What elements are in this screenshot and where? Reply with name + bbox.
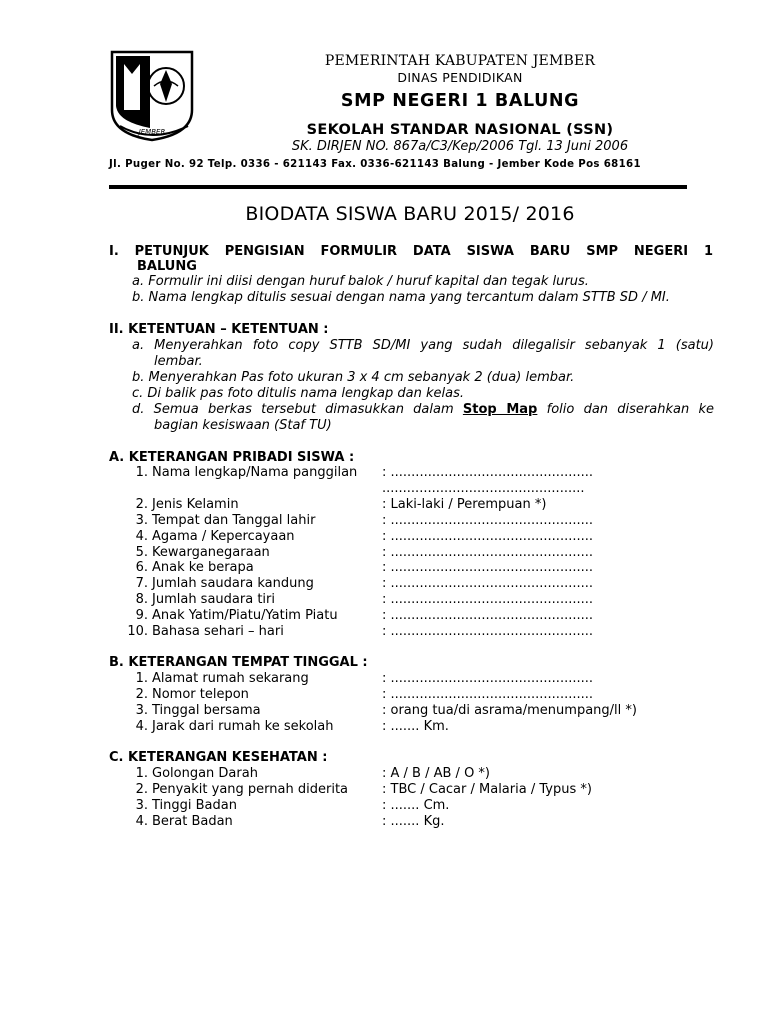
section1-heading-cont: BALUNG [137,259,197,274]
form-field-label [120,592,360,607]
field-number: 2. [135,686,148,702]
field-label-text: Agama / Kepercayaan [152,528,295,544]
field-label-text: Jumlah saudara tiri [152,592,275,608]
field-number: 8. [135,592,148,608]
section2-item-c: c. Di balik pas foto ditulis nama lengkap dan kelas. [132,386,464,401]
form-field-value[interactable]: ................................................. [382,480,585,496]
form-field-label [120,560,360,575]
school-address: Jl. Puger No. 92 Telp. 0336 - 621143 Fax. 0336-621143 Balung - Jember Kode Pos 68161 [109,159,641,170]
field-label-text: Penyakit yang pernah diderita [152,781,349,797]
form-field-label [120,465,360,480]
government-name: PEMERINTAH KABUPATEN JEMBER [324,53,596,69]
field-label-text: Tinggal bersama [152,702,261,718]
form-field-value[interactable]: : A / B / AB / O *) [382,766,491,781]
field-number: 9. [135,608,148,624]
form-field-value[interactable]: : ................................................. [382,560,593,576]
section2-item-d [132,402,714,417]
field-number: 7. [135,576,148,592]
field-number: 5. [135,544,148,560]
section2-item-a: a. Menyerahkan foto copy STTB SD/MI yang sudah dilegalisir sebanyak 1 (satu) [132,338,714,353]
form-field-label [120,513,360,528]
form-field-value[interactable]: : ................................................. [382,465,593,480]
stop-map-text: Stop Map [462,402,538,417]
field-label-text: Jumlah saudara kandung [152,576,314,592]
section1-heading: I. PETUNJUK PENGISIAN FORMULIR DATA SISWA BARU SMP NEGERI 1 [109,244,713,259]
form-field-label [120,814,360,829]
form-field-value[interactable]: : ................................................. [382,608,593,624]
form-field-value[interactable]: : ................................................. [382,624,593,639]
section2-item-d-post: folio dan diserahkan ke [546,402,714,417]
field-label-text: Berat Badan [152,813,233,829]
section2-item-d-cont: bagian kesiswaan (Staf TU) [154,418,332,433]
sectionA-heading: A. KETERANGAN PRIBADI SISWA : [109,450,355,465]
form-field-value[interactable]: : ................................................. [382,544,593,560]
form-field-label [120,545,360,560]
decree-number: SK. DIRJEN NO. 867a/C3/Kep/2006 Tgl. 13 Juni 2006 [291,139,629,154]
school-status: SEKOLAH STANDAR NASIONAL (SSN) [306,122,614,138]
section1-item-b: b. Nama lengkap ditulis sesuai dengan nama yang tercantum dalam STTB SD / MI. [132,290,670,305]
form-field-label [120,782,360,797]
form-field-label [120,497,360,512]
field-label-text: Alamat rumah sekarang [152,671,309,686]
field-label-text: Anak ke berapa [152,560,254,576]
field-number: 10. [127,624,148,639]
field-label-text: Jarak dari rumah ke sekolah [152,718,334,734]
field-label-text: Kewarganegaraan [152,544,270,560]
form-field-label [120,481,360,496]
field-label-text: Nomor telepon [152,686,249,702]
form-field-label [120,703,360,718]
form-field-label [120,608,360,623]
form-field-label [120,766,360,781]
form-field-value[interactable]: : ....... Kg. [382,813,445,829]
field-number: 2. [135,496,148,512]
department-name: DINAS PENDIDIKAN [397,70,523,85]
field-number: 1. [135,465,148,480]
field-label-text: Anak Yatim/Piatu/Yatim Piatu [152,608,338,624]
field-label-text: Tinggi Badan [152,797,237,813]
jember-regency-logo [110,50,194,142]
field-number: 1. [135,766,148,781]
form-field-value[interactable]: : ................................................. [382,512,593,528]
section2-item-d-pre: d. Semua berkas tersebut dimasukkan dalam [132,402,454,417]
field-label-text: Tempat dan Tanggal lahir [152,512,316,528]
sectionC-heading: C. KETERANGAN KESEHATAN : [109,750,328,765]
section2-item-a-cont: lembar. [154,354,203,369]
form-field-label [120,687,360,702]
field-label-text: Nama lengkap/Nama panggilan [152,465,358,480]
form-field-value[interactable]: : ................................................. [382,592,593,608]
field-number: 3. [135,512,148,528]
form-field-label [120,529,360,544]
page-title: BIODATA SISWA BARU 2015/ 2016 [245,203,575,225]
form-field-value[interactable]: : orang tua/di asrama/menumpang/ll *) [382,702,637,718]
field-number: 6. [135,560,148,576]
section2-item-b: b. Menyerahkan Pas foto ukuran 3 x 4 cm sebanyak 2 (dua) lembar. [132,370,575,385]
form-field-value[interactable]: : ....... Cm. [382,797,450,813]
field-label-text: Golongan Darah [152,766,258,781]
form-field-value[interactable]: : ................................................. [382,576,593,592]
form-field-label [120,798,360,813]
form-field-value[interactable]: : ................................................. [382,528,593,544]
logo-text: JEMBER [138,128,166,136]
form-field-value[interactable]: : TBC / Cacar / Malaria / Typus *) [382,781,592,797]
form-field-label [120,671,360,686]
form-field-label [120,576,360,591]
form-field-value[interactable]: : ................................................. [382,671,593,686]
form-field-value[interactable]: : ....... Km. [382,718,449,734]
school-name: SMP NEGERI 1 BALUNG [340,91,580,111]
field-number: 4. [135,718,148,734]
form-field-value[interactable]: : Laki-laki / Perempuan *) [382,496,547,512]
field-label-text: Bahasa sehari – hari [152,624,284,639]
form-field-label [120,719,360,734]
form-field-label [120,624,360,639]
form-field-value[interactable]: : ................................................. [382,686,593,702]
header-divider [109,185,687,189]
section2-heading: II. KETENTUAN – KETENTUAN : [109,322,329,337]
field-number: 4. [135,813,148,829]
field-number: 2. [135,781,148,797]
field-label-text: Jenis Kelamin [152,496,239,512]
field-number: 4. [135,528,148,544]
field-number: 1. [135,671,148,686]
section1-item-a: a. Formulir ini diisi dengan huruf balok / huruf kapital dan tegak lurus. [132,274,589,289]
field-number: 3. [135,797,148,813]
sectionB-heading: B. KETERANGAN TEMPAT TINGGAL : [109,655,368,670]
field-number: 3. [135,702,148,718]
